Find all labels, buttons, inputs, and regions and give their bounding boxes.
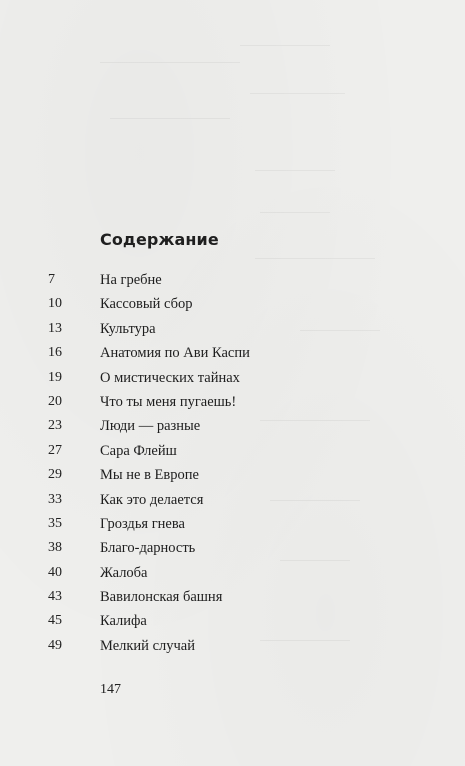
toc-entry-page: 40 [48,564,62,580]
toc-entry-page: 7 [48,272,55,287]
toc-entry [0,490,465,514]
toc-entry [0,368,465,392]
toc-entry [0,587,465,611]
toc-entry-title: Мелкий случай [100,637,195,654]
toc-entry-title: Мы не в Европе [100,467,199,484]
toc-entry-page: 10 [48,296,62,312]
toc-entry-title: Благо-дарность [100,540,196,557]
toc-entry-page: 38 [48,540,62,556]
toc-entry [0,343,465,367]
toc-entry-page: 45 [48,613,62,629]
toc-entry-page: 29 [48,467,62,483]
toc-entry-title: На гребне [100,272,162,288]
toc-entry [0,392,465,416]
toc-entry-title: Сара Флейш [100,442,177,459]
toc-entry-title: Как это делается [100,491,204,508]
toc-entry [0,514,465,538]
toc-entry-title: Анатомия по Ави Каспи [100,345,250,362]
toc-entry-page: 19 [48,369,62,385]
toc-entry-page: 16 [48,345,62,361]
toc-entry-page: 33 [48,491,62,507]
toc-entry [0,441,465,465]
toc-entry-page: 27 [48,442,62,458]
toc-entry-title: Люди — разные [100,418,201,435]
toc-entry-page: 20 [48,393,62,409]
contents-heading: Содержание [100,230,219,249]
toc-entry-title: О мистических тайнах [100,369,240,386]
toc-entry-title: Калифа [100,613,147,630]
table-of-contents [0,270,465,660]
page-number: 147 [100,682,121,697]
toc-entry-page: 23 [48,418,62,434]
toc-entry [0,611,465,635]
toc-entry [0,538,465,562]
toc-entry-title: Вавилонская башня [100,589,223,606]
toc-entry [0,465,465,489]
toc-entry [0,563,465,587]
toc-entry [0,294,465,318]
toc-entry-page: 49 [48,637,62,653]
toc-entry-page: 35 [48,515,62,531]
toc-entry [0,636,465,660]
toc-entry [0,270,465,294]
toc-entry-page: 43 [48,589,62,605]
toc-entry-title: Кассовый сбор [100,296,193,313]
toc-entry [0,416,465,440]
toc-entry-title: Культура [100,320,156,337]
toc-entry-page: 13 [48,320,62,336]
toc-entry-title: Что ты меня пугаешь! [100,393,237,410]
toc-entry-title: Гроздья гнева [100,515,185,532]
toc-entry [0,319,465,343]
toc-entry-title: Жалоба [100,564,148,581]
